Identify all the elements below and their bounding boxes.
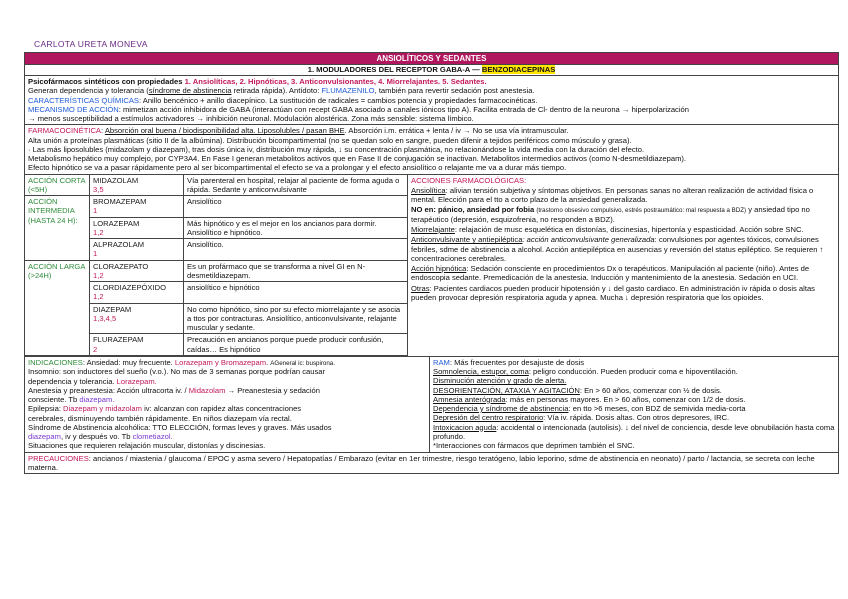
duration-group (25, 261, 407, 356)
ram-dependence: Dependencia y síndrome de abstinencia (433, 404, 569, 413)
chemistry-label: CARACTERÍSTICAS QUÍMICAS (28, 95, 139, 105)
drug-properties: 1,3,4,5 (93, 313, 117, 323)
intro-section (25, 76, 838, 125)
muscle-relax-text: Situaciones que requieren relajación muscular, distonías y discinesias. (28, 441, 266, 451)
myorelaxant-label: Miorrelajante (411, 225, 455, 235)
epilepsy-label: Epilepsia: (28, 404, 64, 414)
drug-cell (90, 282, 184, 304)
not-in-text: y ansiedad tipo no terapéutico (depresión, esquizofrenia, no responden a BDZ). (411, 205, 810, 224)
anxiolytic-label: Ansiolítica (411, 185, 446, 195)
drug-name: ALPRAZOLAM (93, 240, 145, 249)
drug-properties: 1 (93, 249, 98, 259)
precautions-section (25, 453, 838, 474)
drug-properties: 1,2 (93, 292, 104, 302)
drug-cell (90, 261, 184, 283)
ram-somnolence: Somnolencia, estupor, coma (433, 367, 529, 376)
intro-text: Psicofármacos sintéticos con propiedades (28, 77, 185, 86)
drug-cell (90, 304, 184, 335)
ram-amnesia-text: : más en personas mayores. En > 60 años, comenzar con 1/2 de dosis. (505, 394, 746, 404)
pk-sep: : (101, 126, 105, 136)
drug-cell (90, 175, 184, 197)
ram-label: RAM (433, 357, 450, 367)
anticonvulsant-italic: : acción anticonvulsivante generalizada (522, 235, 655, 245)
properties-list: 1. Ansiolíticas, 2. Hipnóticas, 3. Anticonvulsionantes, 4. Miorrelajantes. 5. Sedantes. (184, 77, 487, 86)
drug-name: CLORAZEPATO (93, 261, 149, 271)
chemistry-text: : Anillo bencénico + anillo diacepínico. La sustitución de radicales = cambios potencia y propiedades farmacocinéticas. (138, 95, 538, 105)
drug-cell (90, 196, 184, 218)
precautions-label: PRECAUCIONES (28, 453, 89, 463)
drug-properties: 1,2 (93, 227, 104, 237)
drug-cell (90, 334, 184, 356)
ram-dependence-text: : en tto >6 meses, con BDZ de semivida media-corta (568, 404, 746, 413)
drug-description: Ansiolítico (184, 196, 408, 218)
drug-name: BROMAZEPAM (93, 197, 147, 206)
anticonvulsant-label: Anticonvulsivante y antiepiléptica (411, 235, 523, 245)
withdrawal-drug-2: clometiazol. (132, 432, 173, 442)
drug-description: ansiolítico e hipnótico (184, 282, 408, 304)
antidote-name: FLUMAZENILO (321, 86, 375, 96)
myorelaxant-text: : relajación de musc esquelética en distonías, discinesias, hipertonía y espasticidad. Acción sobre SNC. (454, 225, 804, 235)
anesthesia-drug: Midazolam (188, 385, 226, 395)
actions-title: ACCIONES FARMACOLÓGICAS: (411, 175, 527, 185)
pharmacological-actions (408, 175, 838, 356)
precautions-text: : ancianos / miastenia / glaucoma / EPOC y asma severo / Hepatopatías / Embarazo (evitar en 1er trimestre, riesgo teratógeno, labio leporino, sdme de abstinencia en neonato) / parto / lactancia, se secreta con leche materna. (28, 453, 815, 472)
pk-metabolism: Metabolismo hepático muy complejo, por CYP3A4. En Fase I generan metabolitos activos que en Fase II de conjugación se inactivan. Metabolitos intermedios activos (como N-desmetildiazepam). (28, 154, 687, 163)
dependence-line: dependencia y tolerancia. (28, 376, 117, 386)
subtitle-prefix: 1. MODULADORES DEL RECEPTOR GABA-A — (307, 65, 480, 74)
pk-liposoluble: · Las más liposolubles (midazolam y diazepam), tras dosis única iv, distribución muy rápida, ↓ su concentración plasmática, no relacionándose la vida media con la duración del efecto. (28, 144, 645, 154)
duration-group (25, 175, 407, 197)
others-label: Otras (411, 283, 430, 293)
not-in-label: NO en: pánico, ansiedad por fobia (411, 205, 537, 215)
ram-intoxication-text: : accidental o intencionada (autolisis). ↓ del nivel de conciencia, desde leve obnubilación hasta coma profundo. (433, 422, 835, 441)
drug-name: MIDAZOLAM (93, 175, 139, 185)
anxiety-sep: . (266, 357, 271, 367)
withdrawal-text: Síndrome de Abstinencia alcohólica: TTO ELECCIÓN, formas leves y graves. Más usados (28, 422, 332, 432)
anxiety-alt: AGeneral ic: buspirona. (270, 359, 335, 367)
dependence-text: Generan dependencia y tolerancia ( (28, 86, 149, 96)
indications-label: INDICACIONES (28, 357, 83, 367)
drug-description: Ansiolítico. (184, 239, 408, 261)
ram-respiratory-text: : Vía iv. rápida. Dosis altas. Con otros depresores, IRC. (543, 413, 730, 423)
duration-label: ACCIÓN INTERMEDIA (HASTA 24 H): (25, 196, 90, 261)
ram-section (430, 357, 838, 452)
insomnia-text: Insomnio: son inductores del sueño (v.o.). No mas de 3 semanas porque podrían causar (28, 367, 326, 377)
duration-label: ACCIÓN LARGA (>24H) (25, 261, 90, 356)
conscious-text: consciente. Tb (28, 395, 80, 405)
page-title: ANSIOLÍTICOS Y SEDANTES (25, 53, 838, 65)
mechanism-text-2: → menos susceptibilidad a estímulos activadores → inhibición neuronal. Modulación alostérica. Zona más sensible: sistema límbico. (28, 114, 474, 123)
hypnotic-label: Acción hipnótica (411, 264, 467, 274)
pharmacokinetics-label: FARMACOCINÉTICA (28, 126, 101, 136)
anticonvulsant-text: : convulsiones por agentes tóxicos, convulsiones febriles, sdme de abstinencia a alcohol. Acción antiepiléptica en ausencias y reversión del status epiléptico. Se requieren ↑ concentraciones cerebrales. (411, 235, 824, 263)
drugs-and-actions (25, 175, 838, 357)
anxiety-text: : Ansiedad: muy frecuente. (82, 357, 175, 367)
drug-properties: 1 (93, 206, 98, 216)
ram-intoxication: Intoxicacion aguda (433, 422, 497, 432)
pk-im: . Absorción i.m. errática + lenta / iv → No se usa vía intramuscular. (344, 126, 569, 136)
anxiolytic-text: : alivian tensión subjetiva y síntomas objetivos. En personas sanas no alteran realización de actividad física o mental. Elección para el tto a corto plazo de la ansiedad generalizada. (411, 185, 814, 204)
epilepsy-text-2: cerebrales, disminuyendo también rápidamente. En niños diazepam vía rectal. (28, 413, 292, 423)
duration-label: ACCIÓN CORTA (<5H) (25, 175, 90, 197)
mechanism-text: : mimetizan acción inhibidora de GABA (interactúan con recept GABA asociado a canales iónicos tipo A). Facilita entrada de Cl- dentro de la neurona → hiperpolarización (118, 104, 689, 114)
ram-somnolence-text: : peligro conducción. Pueden producir coma e hipoventilación. (528, 367, 738, 376)
drug-description: Precaución en ancianos porque puede producir confusión, caídas… Es hipnótico (184, 334, 408, 356)
ram-disorientation-text: : En > 60 años, comenzar con ½ de dosis. (579, 385, 722, 395)
ram-amnesia: Amnesia anterógrada (433, 394, 506, 404)
others-text: : Pacientes cardiacos pueden producir hipotensión y ↓ del gasto cardiaco. En administración iv rápida o dosis altas pueden provocar depresión respiratoria aguda y apnea. Mucha ↓ depresión respiratoria que los opioides. (411, 283, 815, 302)
anesthesia-text: Anestesia y preanestesia: Acción ultracorta iv. / (28, 385, 189, 395)
anxiety-drugs: Lorazepam y Bromazepam (174, 357, 267, 367)
drug-description: No como hipnótico, sino por su efecto miorrelajante y se asocia a ttos por contracturas. Ansiolítico, anticonvulsivante, relajante muscular y sedante. (184, 304, 408, 335)
duration-group (25, 196, 407, 261)
drug-description: Más hipnótico y es el mejor en los ancianos para dormir. Ansiolítico e hipnótico. (184, 218, 408, 240)
ram-disorientation: DESORIENTACIÓN, ATAXIA Y AGITACIÓN (433, 385, 580, 395)
withdrawal-drug: diazepam (28, 432, 61, 442)
drug-description: Vía parenteral en hospital, relajar al paciente de forma aguda o rápida. Sedante y anticonvulsivante (184, 175, 408, 197)
ram-respiratory: Depresión del centro respiratorio (433, 413, 544, 423)
drug-name: FLURAZEPAM (93, 335, 144, 345)
pharmacokinetics-section (25, 125, 838, 174)
withdrawal-route: , iv y después vo. Tb (60, 432, 133, 442)
indications-and-ram (25, 357, 838, 453)
epilepsy-text: iv: alcanzan con rapidez altas concentraciones (141, 404, 302, 414)
abstinence-term: síndrome de abstinencia (148, 86, 232, 96)
summary-sheet (24, 52, 839, 474)
drug-name: DIAZEPAM (93, 304, 132, 314)
hypnotic-text: : Sedación consciente en procedimientos Dx o terapéuticos. Manipulación al paciente (niño). Antes de endoscopia sedante. Premedicación de la anestesia. Inducción y mantenimiento de la anestesia. Sedación en UCI. (411, 264, 810, 283)
epilepsy-drugs: Diazepam y midazolam (63, 404, 142, 414)
not-in-small: (trastorno obsesivo compulsivo, estrés postraumático: mal respuesta a BDZ) (536, 207, 747, 215)
drug-properties: 2 (93, 344, 98, 354)
author-name: CARLOTA URETA MONEVA (34, 39, 148, 49)
mechanism-label: MECANISMO DE ACCIÓN (28, 104, 119, 114)
drug-table (25, 175, 408, 356)
conscious-drug: diazepam. (79, 395, 115, 405)
drug-cell (90, 218, 184, 240)
subtitle-highlight: BENZODIACEPINAS (481, 65, 556, 74)
pk-distribution: Alta unión a proteínas plasmáticas (sitio II de la albúmina). Distribución bicompartimental (no se quedan solo en sangre, pueden difenir a tejidos periféricos como músculo y grasa). (28, 135, 632, 145)
antidote-text: retirada rápida). Antídoto: (231, 86, 322, 96)
anesthesia-text-2: → Preanestesia y sedación (225, 385, 320, 395)
drug-properties: 1,2 (93, 270, 104, 280)
section-subtitle (25, 65, 838, 76)
indications-section (25, 357, 430, 452)
insomnia-drug: Lorazepam. (116, 376, 157, 386)
ram-intro: : Más frecuentes por desajuste de dosis (449, 357, 585, 367)
drug-name: LORAZEPAM (93, 218, 140, 228)
pk-absorption: Absorción oral buena / biodisponibilidad alta. Liposolubles / pasan BHE (104, 126, 345, 136)
ram-attention: Disminución atención y grado de alerta. (433, 376, 567, 386)
pk-effect: Efecto hipnótico se va a pasar rápidamente pero al ser bicompartimental el efecto se va a prolongar y el efecto ansiolítico o relajante me va a durar más tiempo. (28, 163, 567, 173)
ram-interactions: *Interacciones con fármacos que deprimen también el SNC. (433, 441, 635, 450)
drug-properties: 3,5 (93, 184, 104, 194)
drug-description: Es un profármaco que se transforma a nivel GI en N-desmetildiazepam. (184, 261, 408, 283)
drug-name: CLORDIAZEPÓXIDO (93, 283, 166, 292)
antidote-note: , también para revertir sedación post anestesia. (374, 86, 535, 96)
drug-cell (90, 239, 184, 261)
